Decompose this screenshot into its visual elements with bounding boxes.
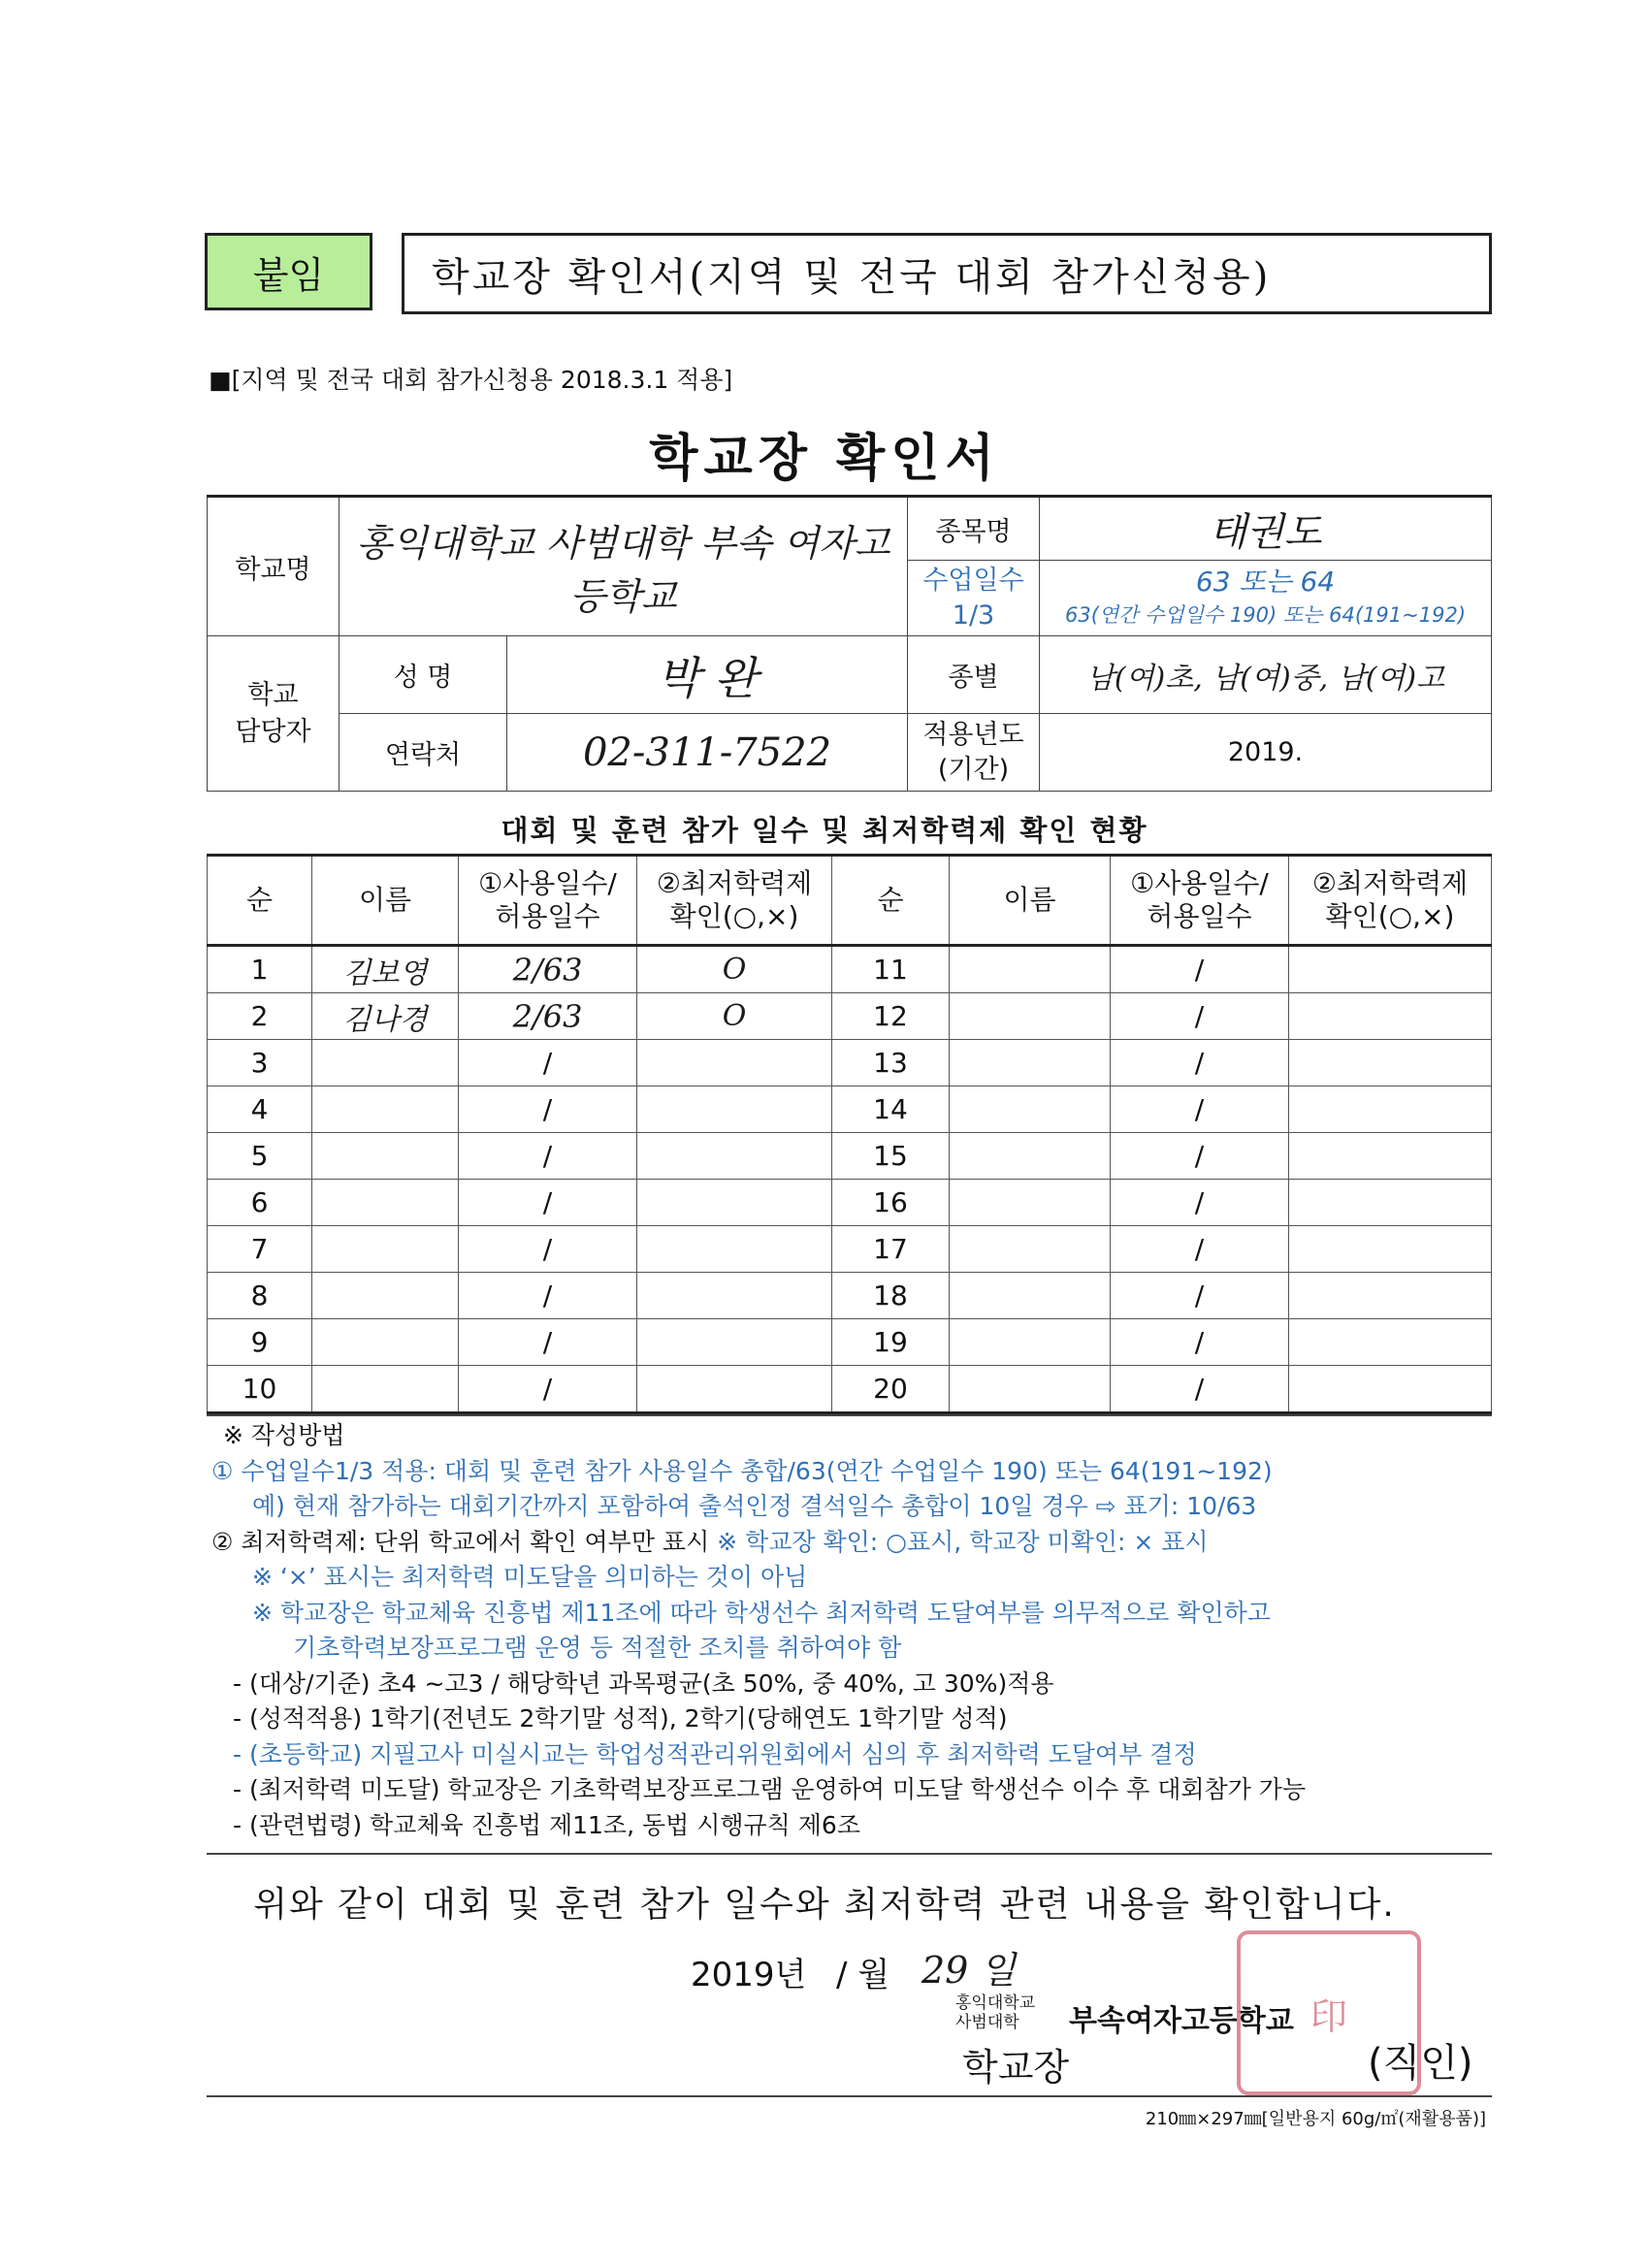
row-number: 19 — [832, 1319, 950, 1366]
divider-middle — [207, 1853, 1492, 1855]
days-note: 63(연간 수업일수 190) 또는 64(191~192) — [1064, 602, 1467, 627]
col-header-no: 순 — [832, 856, 950, 946]
official-seal: 印 — [1237, 1930, 1421, 2095]
row-check — [1289, 1226, 1492, 1273]
manager-label — [208, 636, 340, 792]
days-label-line2: 1/3 — [952, 599, 995, 631]
row-name — [312, 1226, 459, 1273]
school-label: 학교명 — [208, 497, 340, 636]
col-header-name: 이름 — [312, 856, 459, 946]
table-row — [208, 1086, 1492, 1133]
row-name — [312, 1366, 459, 1413]
guide-line: ※ 학교장은 학교체육 진흥법 제11조에 따라 학생선수 최저학력 도달여부를 의무적으로 확인하고 — [252, 1598, 1271, 1627]
guide-line: ① 수업일수1/3 적용: 대회 및 훈련 참가 사용일수 총합/63(연간 수업일수 190) 또는 64(191~192) — [211, 1456, 1273, 1485]
row-number: 18 — [832, 1273, 950, 1319]
school-name-small-line1: 홍익대학교 — [955, 1993, 1036, 2013]
row-number: 13 — [832, 1040, 950, 1086]
col-header-check-line2: 확인(○,×) — [669, 900, 799, 932]
row-number: 15 — [832, 1133, 950, 1180]
participation-table — [207, 854, 1492, 1414]
contact-label: 연락처 — [340, 714, 507, 792]
guide-line — [211, 1525, 1306, 1561]
row-check — [637, 1366, 832, 1413]
guide-line: - (최저학력 미도달) 학교장은 기초학력보장프로그램 운영하여 미도달 학생선수 이수 후 대회참가 가능 — [233, 1775, 1307, 1803]
name-value: 박 완 — [507, 636, 908, 714]
attachment-tag: 붙임 — [205, 233, 372, 310]
row-days: / — [1111, 1180, 1289, 1226]
category-label: 종별 — [908, 636, 1040, 714]
school-name-stamp: 부속여자고등학교 — [1069, 2004, 1294, 2038]
row-days: / — [1111, 1366, 1289, 1413]
row-days: / — [459, 1226, 637, 1273]
guide-line: - (초등학교) 지필고사 미실시교는 학업성적관리위원회에서 심의 후 최저학력 도달여부 결정 — [233, 1739, 1197, 1768]
row-check — [1289, 1273, 1492, 1319]
row-days: / — [459, 1133, 637, 1180]
row-days: / — [459, 1273, 637, 1319]
row-days: / — [1111, 1040, 1289, 1086]
row-check: O — [637, 946, 832, 993]
event-value: 태권도 — [1040, 497, 1492, 561]
row-days: / — [1111, 1319, 1289, 1366]
row-days: / — [459, 1040, 637, 1086]
year-value: 2019. — [1040, 714, 1492, 792]
row-number: 12 — [832, 993, 950, 1040]
year-label-line2: (기간) — [937, 754, 1010, 785]
row-check — [1289, 946, 1492, 993]
row-check — [637, 1226, 832, 1273]
paper-spec: 210㎜×297㎜[일반용지 60g/㎡(재활용품)] — [1145, 2109, 1486, 2129]
days-value-cell — [1040, 561, 1492, 636]
contact-value: 02-311-7522 — [507, 714, 908, 792]
row-check — [637, 1319, 832, 1366]
row-number: 3 — [208, 1040, 312, 1086]
row-name — [950, 993, 1111, 1040]
col-header-days — [459, 856, 637, 946]
col-header-days-line2: 허용일수 — [495, 900, 600, 932]
table-row — [208, 993, 1492, 1040]
confirmation-statement: 위와 같이 대회 및 훈련 참가 일수와 최저학력 관련 내용을 확인합니다. — [253, 1885, 1396, 1925]
row-check — [1289, 1319, 1492, 1366]
col-header-check-line1: ②최저학력제 — [656, 867, 813, 899]
guide-line-part: ② 최저학력제: 단위 학교에서 확인 여부만 표시 — [211, 1527, 718, 1556]
row-check — [1289, 993, 1492, 1040]
row-number: 1 — [208, 946, 312, 993]
row-days: / — [1111, 1133, 1289, 1180]
principal-label: 학교장 — [962, 2046, 1070, 2089]
row-days: 2/63 — [459, 946, 637, 993]
seal-label: (직인) — [1368, 2041, 1473, 2086]
row-check — [1289, 1180, 1492, 1226]
info-table — [207, 495, 1492, 792]
row-number: 14 — [832, 1086, 950, 1133]
row-check — [637, 1180, 832, 1226]
row-number: 9 — [208, 1319, 312, 1366]
divider-top — [207, 1414, 1492, 1416]
row-name — [950, 946, 1111, 993]
table-row — [208, 1273, 1492, 1319]
main-title: 학교장 확인서 — [649, 430, 1000, 488]
row-check — [637, 1086, 832, 1133]
date-year: 2019년 — [691, 1956, 807, 1994]
col-header-check — [637, 856, 832, 946]
table-row — [208, 946, 1492, 993]
row-name — [950, 1180, 1111, 1226]
col-header-days-line1: ①사용일수/ — [1130, 867, 1269, 899]
guide-line: - (관련법령) 학교체육 진흥법 제11조, 동법 시행규칙 제6조 — [233, 1810, 860, 1839]
col-header-days — [1111, 856, 1289, 946]
row-name — [312, 1086, 459, 1133]
row-name — [950, 1226, 1111, 1273]
row-days: / — [459, 1366, 637, 1413]
row-days: / — [459, 1180, 637, 1226]
guide-line: ※ ‘×’ 표시는 최저학력 미도달을 의미하는 것이 아님 — [252, 1563, 808, 1591]
date-month: / 월 — [836, 1956, 890, 1994]
year-label-line1: 적용년도 — [922, 719, 1024, 750]
row-number: 8 — [208, 1273, 312, 1319]
application-note: ■[지역 및 전국 대회 참가신청용 2018.3.1 적용] — [209, 366, 733, 394]
school-value: 홍익대학교 사범대학 부속 여자고등학교 — [340, 497, 908, 636]
row-name — [950, 1040, 1111, 1086]
guide-line: 예) 현재 참가하는 대회기간까지 포함하여 출석인정 결석일수 총합이 10일 경우 ⇨ 표기: 10/63 — [252, 1492, 1257, 1520]
col-header-no: 순 — [208, 856, 312, 946]
row-name — [312, 1133, 459, 1180]
col-header-check-line2: 확인(○,×) — [1325, 900, 1455, 932]
guide-line: - (대상/기준) 초4 ~고3 / 해당학년 과목평균(초 50%, 중 40%, 고 30%)적용 — [233, 1669, 1054, 1698]
row-check — [1289, 1040, 1492, 1086]
row-check — [637, 1133, 832, 1180]
guide-line: - (성적적용) 1학기(전년도 2학기말 성적), 2학기(당해연도 1학기말 성적) — [233, 1704, 1008, 1733]
row-check — [1289, 1366, 1492, 1413]
row-number: 5 — [208, 1133, 312, 1180]
manager-label-line1: 학교 — [247, 679, 299, 710]
row-number: 7 — [208, 1226, 312, 1273]
row-number: 10 — [208, 1366, 312, 1413]
status-subtitle: 대회 및 훈련 참가 일수 및 최저학력제 확인 현황 — [501, 814, 1148, 847]
row-name — [312, 1319, 459, 1366]
guide-line: 기초학력보장프로그램 운영 등 적절한 조치를 취하여야 함 — [293, 1634, 902, 1662]
divider-bottom — [207, 2095, 1492, 2097]
days-label — [908, 561, 1040, 636]
row-check — [637, 1040, 832, 1086]
col-header-days-line2: 허용일수 — [1147, 900, 1252, 932]
category-value: 남(여)초, 남(여)중, 남(여)고 — [1040, 636, 1492, 714]
row-days: / — [1111, 1086, 1289, 1133]
row-name — [312, 1040, 459, 1086]
row-number: 11 — [832, 946, 950, 993]
col-header-days-line1: ①사용일수/ — [478, 867, 617, 899]
school-name-small-line2: 사범대학 — [955, 2013, 1019, 2032]
row-name: 김보영 — [312, 946, 459, 993]
row-name — [950, 1273, 1111, 1319]
row-name: 김나경 — [312, 993, 459, 1040]
row-name — [950, 1366, 1111, 1413]
guide-section — [211, 1418, 1306, 1843]
row-number: 2 — [208, 993, 312, 1040]
table-row — [208, 1133, 1492, 1180]
row-number: 17 — [832, 1226, 950, 1273]
row-days: / — [459, 1319, 637, 1366]
name-label: 성 명 — [340, 636, 507, 714]
row-days: / — [459, 1086, 637, 1133]
table-row — [208, 1040, 1492, 1086]
row-check: O — [637, 993, 832, 1040]
row-name — [312, 1180, 459, 1226]
table-row — [208, 1319, 1492, 1366]
school-name-small — [955, 1993, 1035, 2032]
table-row — [208, 1226, 1492, 1273]
row-days: / — [1111, 946, 1289, 993]
row-days: 2/63 — [459, 993, 637, 1040]
year-label — [908, 714, 1040, 792]
row-number: 20 — [832, 1366, 950, 1413]
row-number: 6 — [208, 1180, 312, 1226]
row-name — [950, 1133, 1111, 1180]
row-days: / — [1111, 1226, 1289, 1273]
row-check — [1289, 1133, 1492, 1180]
row-name — [312, 1273, 459, 1319]
days-value: 63 또는 64 — [1195, 565, 1336, 598]
row-name — [950, 1086, 1111, 1133]
col-header-name: 이름 — [950, 856, 1111, 946]
manager-label-line2: 담당자 — [235, 716, 311, 747]
row-check — [637, 1273, 832, 1319]
row-name — [950, 1319, 1111, 1366]
row-check — [1289, 1086, 1492, 1133]
col-header-check — [1289, 856, 1492, 946]
table-row — [208, 1366, 1492, 1413]
table-row — [208, 1180, 1492, 1226]
event-label: 종목명 — [908, 497, 1040, 561]
row-days: / — [1111, 1273, 1289, 1319]
date-day: 29 일 — [922, 1949, 1017, 1992]
guide-line-part: ※ 학교장 확인: ○표시, 학교장 미확인: × 표시 — [717, 1527, 1209, 1556]
document-title-box: 학교장 확인서(지역 및 전국 대회 참가신청용) — [402, 233, 1492, 314]
row-number: 16 — [832, 1180, 950, 1226]
col-header-check-line1: ②최저학력제 — [1311, 867, 1469, 899]
guide-heading: ※ 작성방법 — [223, 1421, 345, 1449]
days-label-line1: 수업일수 — [922, 565, 1024, 596]
row-number: 4 — [208, 1086, 312, 1133]
row-days: / — [1111, 993, 1289, 1040]
